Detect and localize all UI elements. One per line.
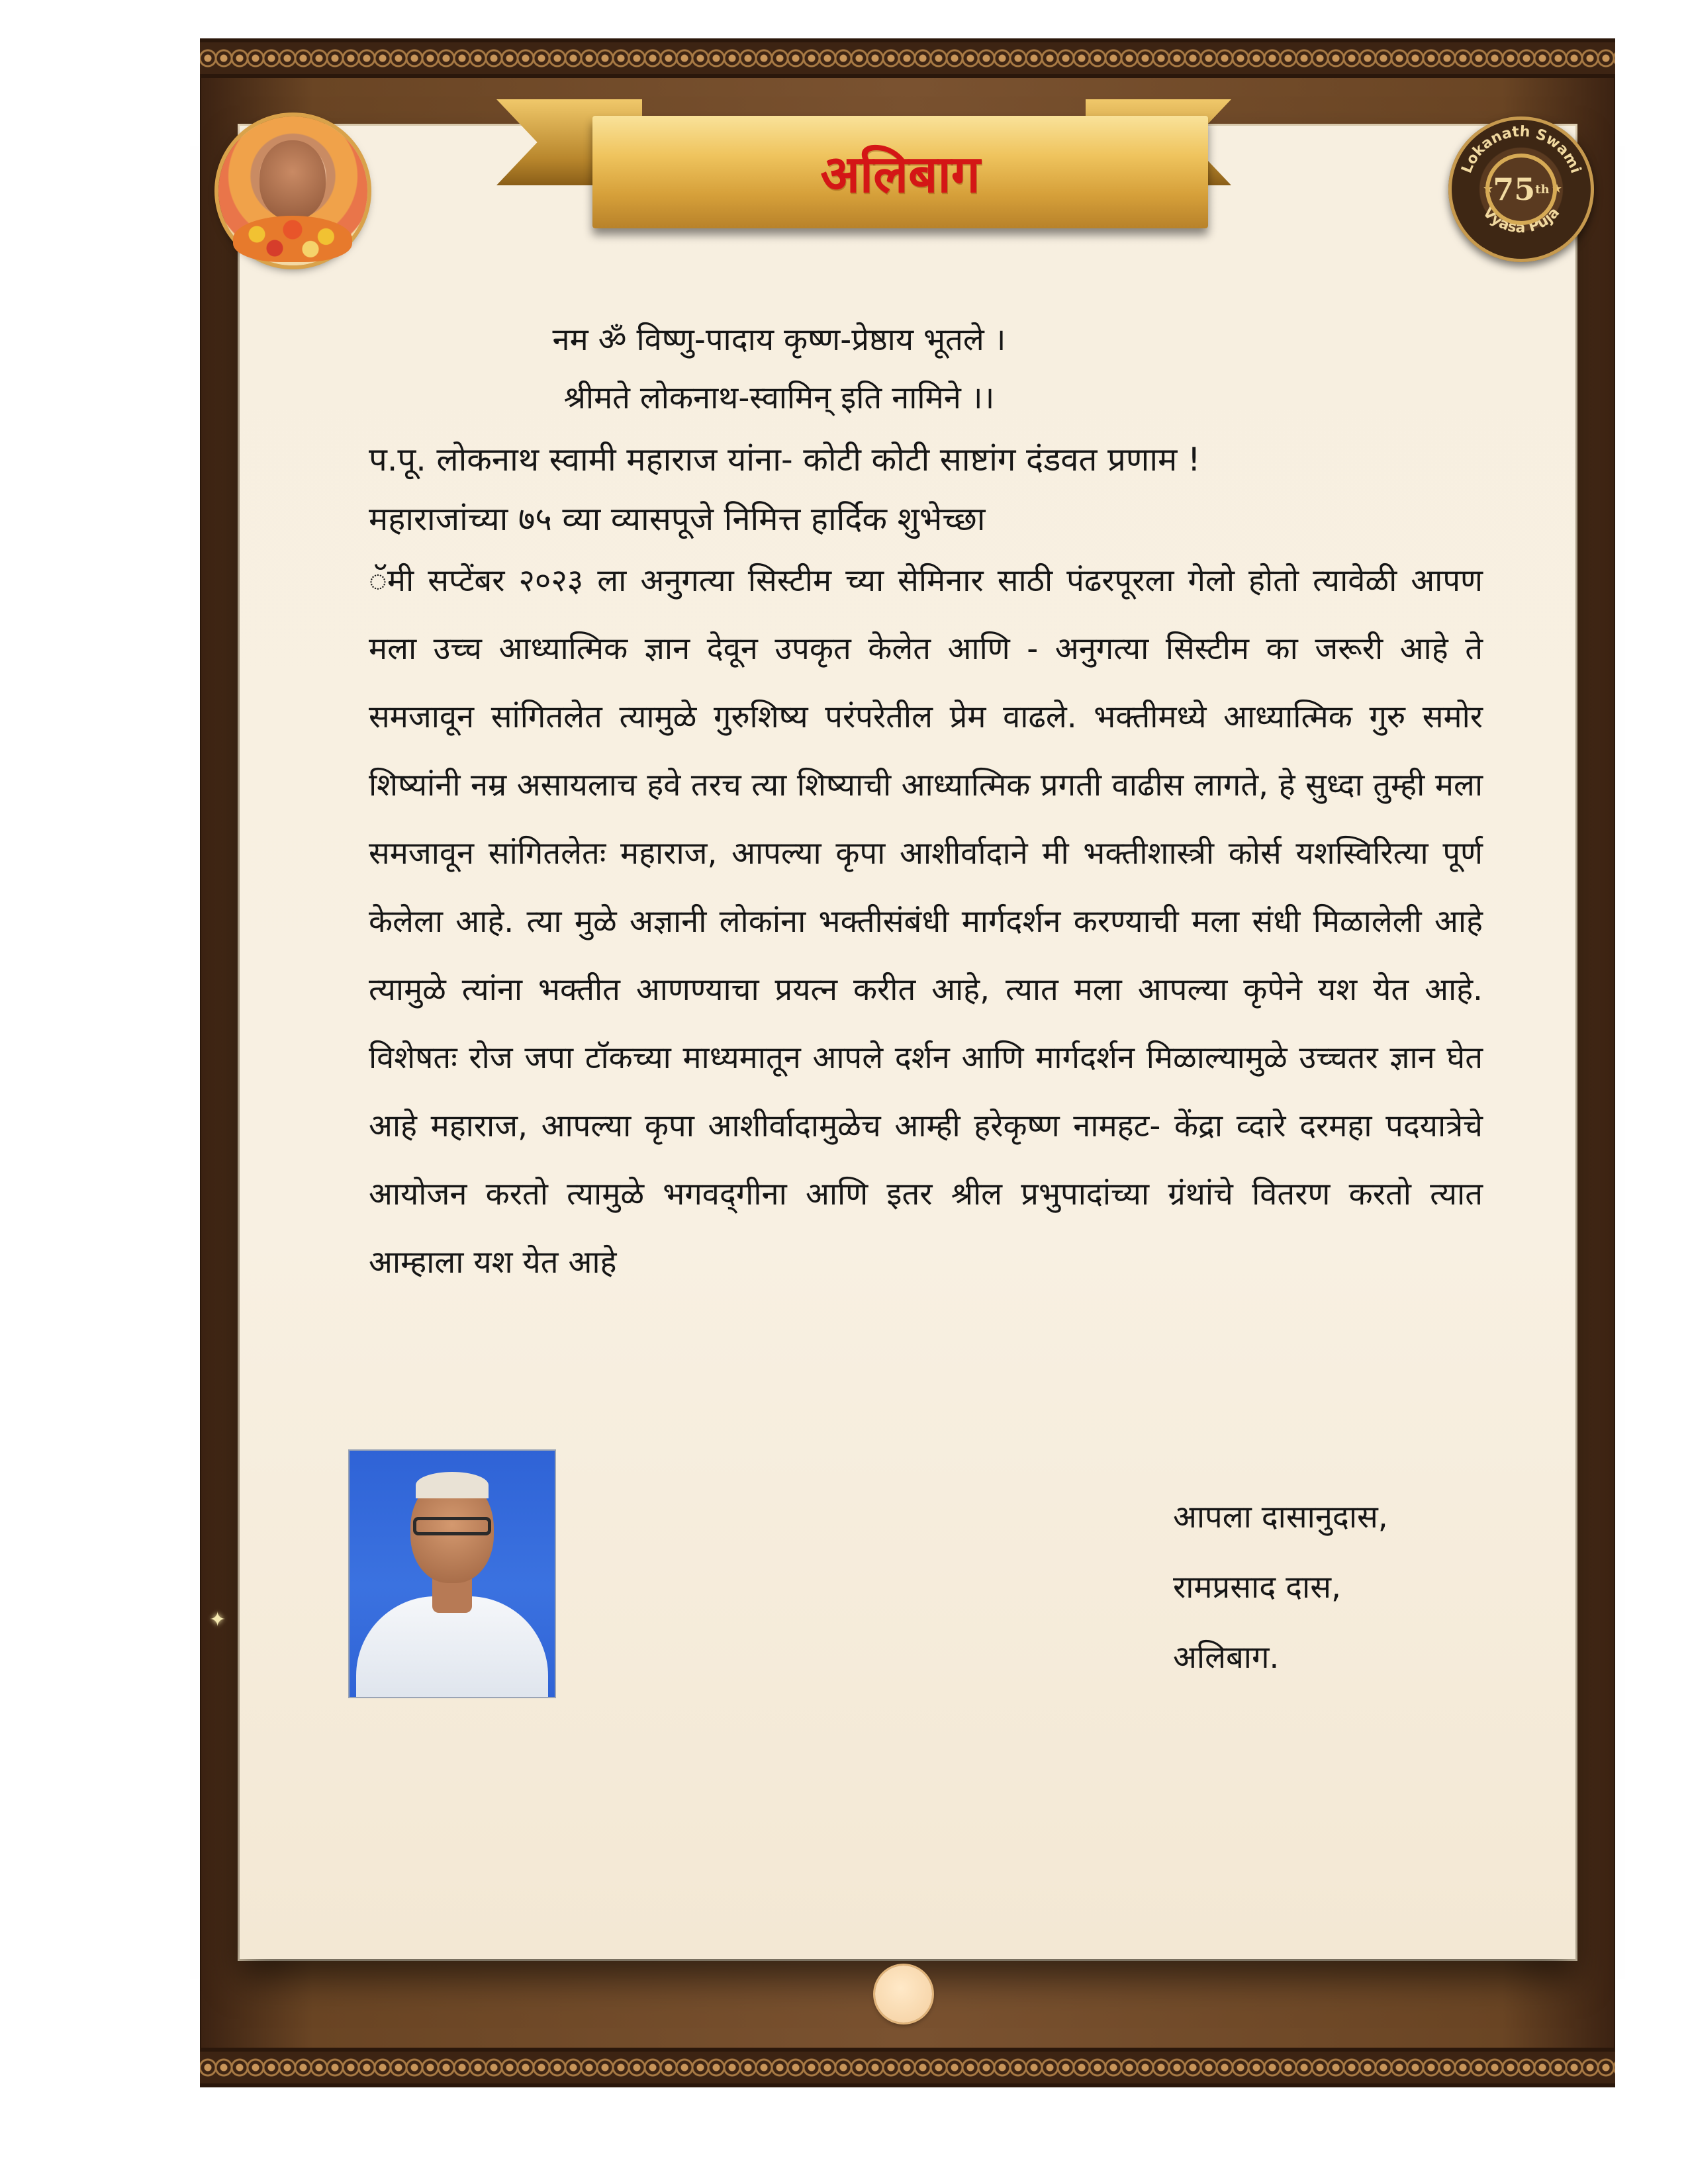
- photo-glasses: [413, 1517, 491, 1535]
- greeting: [369, 430, 1494, 549]
- vyasa-puja-badge: [1448, 116, 1594, 262]
- portrait-garland: [233, 216, 352, 262]
- signature-block: [1173, 1482, 1504, 1693]
- bottom-ornament: [875, 1966, 932, 2023]
- greeting-line-1: प.पू. लोकनाथ स्वामी महाराज यांना- कोटी कोटी साष्टांग दंडवत प्रणाम !: [369, 441, 1201, 478]
- badge-number-suffix: th: [1535, 182, 1550, 197]
- body-paragraph: ॅमी सप्टेंबर २०२३ ला अनुगत्या सिस्टीम च्या सेमिनार साठी पंढरपूरला गेलो होतो त्यावेळी आपण मला उच्च आध्यात्मिक ज्ञान देवून उपकृत केलेत आणि - अनुगत्या सिस्टीम का जरूरी आहे ते समजावून सांगितलेत त्यामुळे गुरुशिष्य परंपरेतील प्रेम वाढले. भक्तीमध्ये आध्यात्मिक गुरु समोर शिष्यांनी नम्र असायलाच हवे तरच त्या शिष्याची आध्यात्मिक प्रगती वाढीस लागते, हे सुध्दा तुम्ही मला समजावून सांगितलेतः महाराज, आपल्या कृपा आशीर्वादाने मी भक्तीशास्त्री कोर्स यशस्विरित्या पूर्ण केलेला आहे. त्या मुळे अज्ञानी लोकांना भक्तीसंबंधी मार्गदर्शन करण्याची मला संधी मिळालेली आहे त्यामुळे त्यांना भक्तीत आणण्याचा प्रयत्न करीत आहे, त्यात मला आपल्या कृपेने यश येत आहे. विशेषतः रोज जपा टॉकच्या माध्यमातून आपले दर्शन आणि मार्गदर्शन मिळाल्यामुळे उच्चतर ज्ञान घेत आहे महाराज, आपल्या कृपा आशीर्वादामुळेच आम्ही हरेकृष्ण नामहट- केंद्रा व्दारे दरमहा पदयात्रेचे आयोजन करतो त्यामुळे भगवद्‌गीना आणि इतर श्रील प्रभुपादांच्या ग्रंथांचे वितरण करतो त्यात आम्हाला यश येत आहे: [369, 563, 1483, 1281]
- invocation-verse: [369, 311, 1190, 428]
- author-photo: [350, 1451, 555, 1697]
- signature-place: अलिबाग.: [1173, 1639, 1280, 1676]
- badge-ring-top-text: Lokanath Swami: [1458, 123, 1584, 176]
- page-title: अलिबाग: [820, 145, 980, 205]
- badge-ring-bottom-text: Vyasa Puja: [1479, 204, 1564, 237]
- frame-border-top: [200, 38, 1615, 78]
- signature-name: रामप्रसाद दास,: [1173, 1569, 1341, 1606]
- badge-number: [1485, 154, 1557, 225]
- invocation-line-2: श्रीमते लोकनाथ-स्वामिन् इति नामिने ।।: [563, 380, 995, 416]
- guru-portrait: [218, 116, 367, 265]
- title-ribbon: [592, 116, 1208, 228]
- badge-number-value: 75: [1493, 171, 1536, 207]
- sparkle-icon: ✦: [209, 1608, 226, 1631]
- frame-border-bottom: [200, 2048, 1615, 2087]
- greeting-line-2: महाराजांच्या ७५ व्या व्यासपूजे निमित्त हार्दिक शुभेच्छा: [369, 500, 986, 538]
- photo-hair: [416, 1472, 489, 1498]
- portrait-face: [259, 140, 326, 220]
- badge-star-icon: ★: [1483, 182, 1494, 196]
- badge-star-icon: ★: [1552, 182, 1563, 196]
- invocation-line-1: नम ॐ विष्णु-पादाय कृष्ण-प्रेष्ठाय भूतले ।: [552, 322, 1006, 358]
- signature-closing: आपला दासानुदास,: [1173, 1499, 1388, 1535]
